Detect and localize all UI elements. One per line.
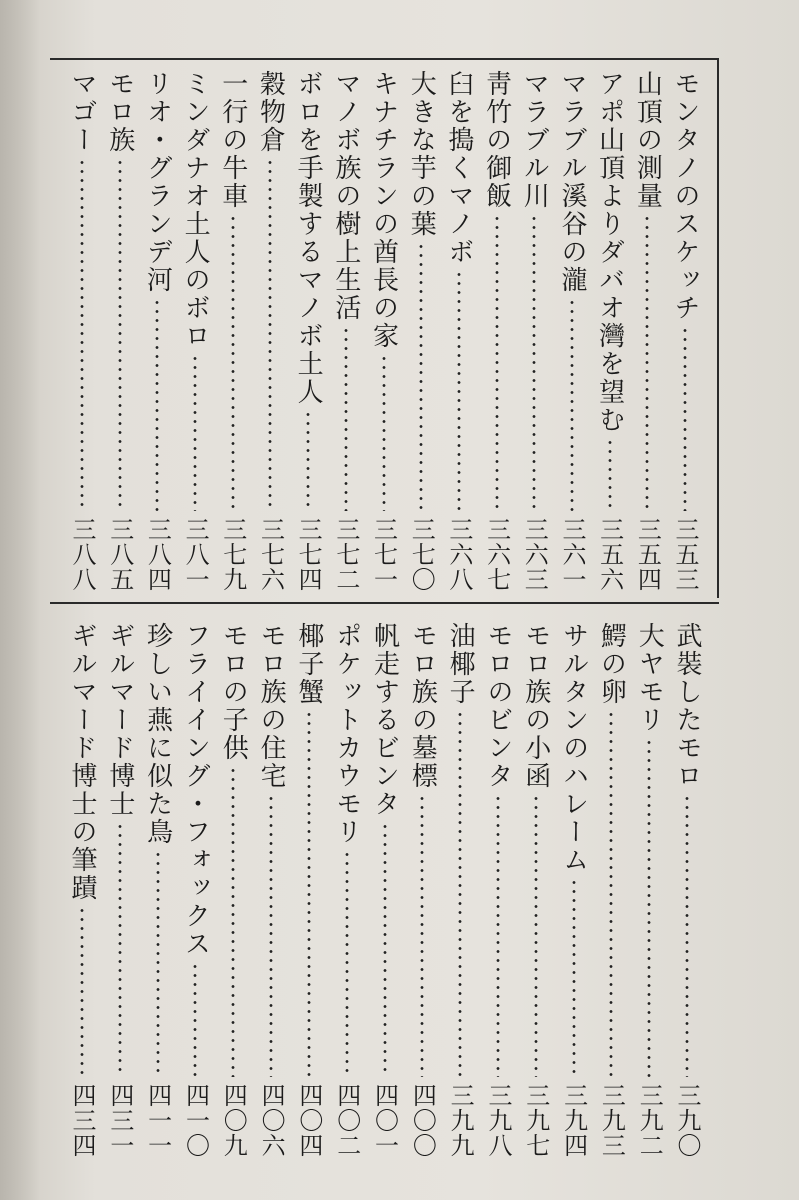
toc-entry-page-number: 三九三 bbox=[597, 1083, 626, 1158]
dot-leader bbox=[155, 298, 159, 511]
dot-leader bbox=[609, 710, 613, 1077]
toc-entry bbox=[64, 60, 100, 598]
toc-entry-page-number: 三七二 bbox=[331, 517, 360, 592]
toc-entry bbox=[441, 60, 477, 598]
dot-leader bbox=[118, 822, 122, 1077]
toc-entry-title: マラブル溪谷の瀧 bbox=[556, 70, 587, 294]
dot-leader bbox=[156, 850, 160, 1077]
dot-leader bbox=[608, 438, 612, 511]
toc-entry-title: ギルマード博士の筆蹟 bbox=[67, 622, 97, 902]
toc-entry-title: 大きな芋の葉 bbox=[406, 70, 437, 238]
dot-leader bbox=[572, 878, 576, 1077]
page-fold-shadow bbox=[0, 0, 40, 1200]
toc-entry-title: モロ族の住宅 bbox=[256, 622, 287, 790]
toc-entry bbox=[215, 612, 251, 1164]
dot-leader bbox=[80, 158, 84, 511]
toc-entry-page-number: 三九八 bbox=[483, 1083, 512, 1158]
toc-entry-page-number: 四一一 bbox=[143, 1083, 172, 1158]
toc-entry bbox=[518, 612, 554, 1164]
toc-entry-page-number: 三八八 bbox=[68, 517, 96, 592]
dot-leader bbox=[268, 158, 272, 511]
toc-entry-title: フライイング・フォックス bbox=[180, 622, 211, 958]
toc-entry-page-number: 四〇四 bbox=[294, 1083, 323, 1158]
dot-leader bbox=[306, 410, 310, 511]
toc-entry bbox=[593, 612, 629, 1164]
toc-entry bbox=[64, 612, 100, 1164]
toc-entry-title: アポ山頂よりダバオ灣を望む bbox=[594, 70, 625, 434]
toc-entry-title: マゴー bbox=[67, 70, 97, 154]
dot-leader bbox=[495, 214, 499, 511]
toc-entry-page-number: 三六一 bbox=[557, 517, 586, 592]
toc-entry bbox=[329, 612, 365, 1164]
dot-leader bbox=[685, 794, 689, 1077]
toc-entry-page-number: 三五四 bbox=[633, 517, 662, 592]
dot-leader bbox=[345, 850, 349, 1077]
toc-entry bbox=[328, 60, 364, 598]
dot-leader bbox=[307, 710, 311, 1077]
toc-entry bbox=[215, 60, 251, 598]
toc-entry-page-number: 四〇〇 bbox=[408, 1083, 437, 1158]
toc-entry-page-number: 三九四 bbox=[559, 1083, 588, 1158]
toc-entry bbox=[479, 60, 515, 598]
toc-entry-title: 椰子蟹 bbox=[293, 622, 324, 706]
toc-entry-title: 臼を搗くマノボ bbox=[443, 70, 474, 266]
toc-entry bbox=[667, 60, 703, 598]
toc-entry-title: 珍しい燕に似た鳥 bbox=[142, 622, 173, 846]
toc-entry-title: ボロを手製するマノボ土人 bbox=[293, 70, 324, 406]
toc-entry-page-number: 三八五 bbox=[105, 517, 134, 592]
toc-entry bbox=[442, 612, 478, 1164]
dot-leader bbox=[419, 242, 423, 511]
dot-leader bbox=[383, 822, 387, 1077]
dot-leader bbox=[496, 794, 500, 1077]
toc-entry bbox=[367, 612, 403, 1164]
toc-entry-page-number: 三九〇 bbox=[673, 1083, 701, 1158]
toc-entry-title: モロ族の墓標 bbox=[407, 622, 438, 790]
dot-leader bbox=[457, 270, 461, 511]
toc-entry-page-number: 三六三 bbox=[520, 517, 549, 592]
toc-entry-page-number: 三七一 bbox=[369, 517, 398, 592]
dot-leader bbox=[570, 298, 574, 511]
toc-entry-page-number: 三七六 bbox=[256, 517, 285, 592]
toc-entry-page-number: 三七〇 bbox=[407, 517, 436, 592]
dot-leader bbox=[80, 906, 84, 1077]
toc-section-top bbox=[50, 58, 719, 598]
toc-entry-page-number: 三八一 bbox=[181, 517, 210, 592]
dot-leader bbox=[193, 962, 197, 1077]
toc-entry-page-number: 四〇九 bbox=[219, 1083, 248, 1158]
toc-entry bbox=[102, 612, 138, 1164]
toc-entry-page-number: 四三一 bbox=[105, 1083, 134, 1158]
toc-entry-title: 油椰子 bbox=[445, 622, 476, 706]
toc-entry-page-number: 四〇六 bbox=[257, 1083, 286, 1158]
dot-leader bbox=[231, 766, 235, 1077]
toc-entry-page-number: 三八四 bbox=[143, 517, 172, 592]
toc-entry bbox=[290, 60, 326, 598]
toc-entry-title: 一行の牛車 bbox=[217, 70, 248, 210]
toc-entry-title: ギルマード博士 bbox=[104, 622, 135, 818]
dot-leader bbox=[231, 214, 235, 511]
dot-leader bbox=[534, 794, 538, 1077]
toc-entry-page-number: 四一〇 bbox=[181, 1083, 210, 1158]
toc-entry bbox=[291, 612, 327, 1164]
toc-entry bbox=[177, 60, 213, 598]
toc-entry-title: モロの子供 bbox=[218, 622, 249, 762]
toc-entry bbox=[480, 612, 516, 1164]
toc-entry-title: モロ族の小函 bbox=[520, 622, 551, 790]
toc-entry bbox=[139, 60, 175, 598]
toc-entry-title: モロ族 bbox=[104, 70, 135, 154]
toc-entry-title: 帆走するビンタ bbox=[369, 622, 400, 818]
toc-entry bbox=[177, 612, 213, 1164]
toc-entry-title: マラブル川 bbox=[519, 70, 550, 210]
toc-entry-title: 大ヤモリ bbox=[634, 622, 665, 734]
toc-entry-page-number: 三五三 bbox=[671, 517, 699, 592]
toc-entry-title: 靑竹の御飯 bbox=[481, 70, 512, 210]
dot-leader bbox=[420, 794, 424, 1077]
toc-section-bottom bbox=[50, 602, 719, 1164]
toc-entry-page-number: 三七四 bbox=[294, 517, 323, 592]
dot-leader bbox=[683, 326, 687, 511]
toc-entry bbox=[554, 60, 590, 598]
toc-entry bbox=[556, 612, 592, 1164]
toc-entry bbox=[669, 612, 705, 1164]
toc-entry-title: モンタノのスケッチ bbox=[670, 70, 700, 322]
dot-leader bbox=[382, 354, 386, 511]
dot-leader bbox=[269, 794, 273, 1077]
dot-leader bbox=[118, 158, 122, 511]
toc-entry-title: 山頂の測量 bbox=[632, 70, 663, 210]
toc-entry-title: 穀物倉 bbox=[255, 70, 286, 154]
toc-entry-page-number: 三六七 bbox=[482, 517, 511, 592]
toc-entry bbox=[592, 60, 628, 598]
toc-entry-title: マノボ族の樹上生活 bbox=[330, 70, 361, 322]
dot-leader bbox=[344, 326, 348, 511]
toc-entry bbox=[403, 60, 439, 598]
toc-entry-title: ミンダナオ土人のボロ bbox=[180, 70, 211, 350]
toc-entry-page-number: 三七九 bbox=[218, 517, 247, 592]
toc-entry-page-number: 三五六 bbox=[595, 517, 624, 592]
dot-leader bbox=[645, 214, 649, 511]
dot-leader bbox=[458, 710, 462, 1077]
toc-entry bbox=[516, 60, 552, 598]
toc-entry bbox=[102, 60, 138, 598]
toc-entry-page-number: 四〇一 bbox=[370, 1083, 399, 1158]
toc-entry-page-number: 四〇二 bbox=[332, 1083, 361, 1158]
toc-entry bbox=[629, 60, 665, 598]
toc-entry bbox=[252, 60, 288, 598]
toc-entry bbox=[253, 612, 289, 1164]
toc-entry-title: キナチランの酋長の家 bbox=[368, 70, 399, 350]
toc-entry bbox=[631, 612, 667, 1164]
toc-entry-page-number: 三九九 bbox=[446, 1083, 475, 1158]
toc-entry-title: 武裝したモロ bbox=[672, 622, 702, 790]
toc-entry-title: モロのビンタ bbox=[482, 622, 513, 790]
dot-leader bbox=[532, 214, 536, 511]
toc-entry-page-number: 四三四 bbox=[68, 1083, 96, 1158]
toc-entry bbox=[140, 612, 176, 1164]
toc-entry-title: リオ・グランデ河 bbox=[142, 70, 173, 294]
toc-entry bbox=[404, 612, 440, 1164]
toc-entry bbox=[366, 60, 402, 598]
dot-leader bbox=[647, 738, 651, 1077]
toc-entry-title: サルタンのハレーム bbox=[558, 622, 589, 874]
dot-leader bbox=[193, 354, 197, 511]
toc-entry-title: ポケットカウモリ bbox=[331, 622, 362, 846]
toc-entry-page-number: 三九七 bbox=[521, 1083, 550, 1158]
toc-entry-title: 鰐の卵 bbox=[596, 622, 627, 706]
toc-entry-page-number: 三六八 bbox=[444, 517, 473, 592]
toc-entry-page-number: 三九二 bbox=[635, 1083, 664, 1158]
